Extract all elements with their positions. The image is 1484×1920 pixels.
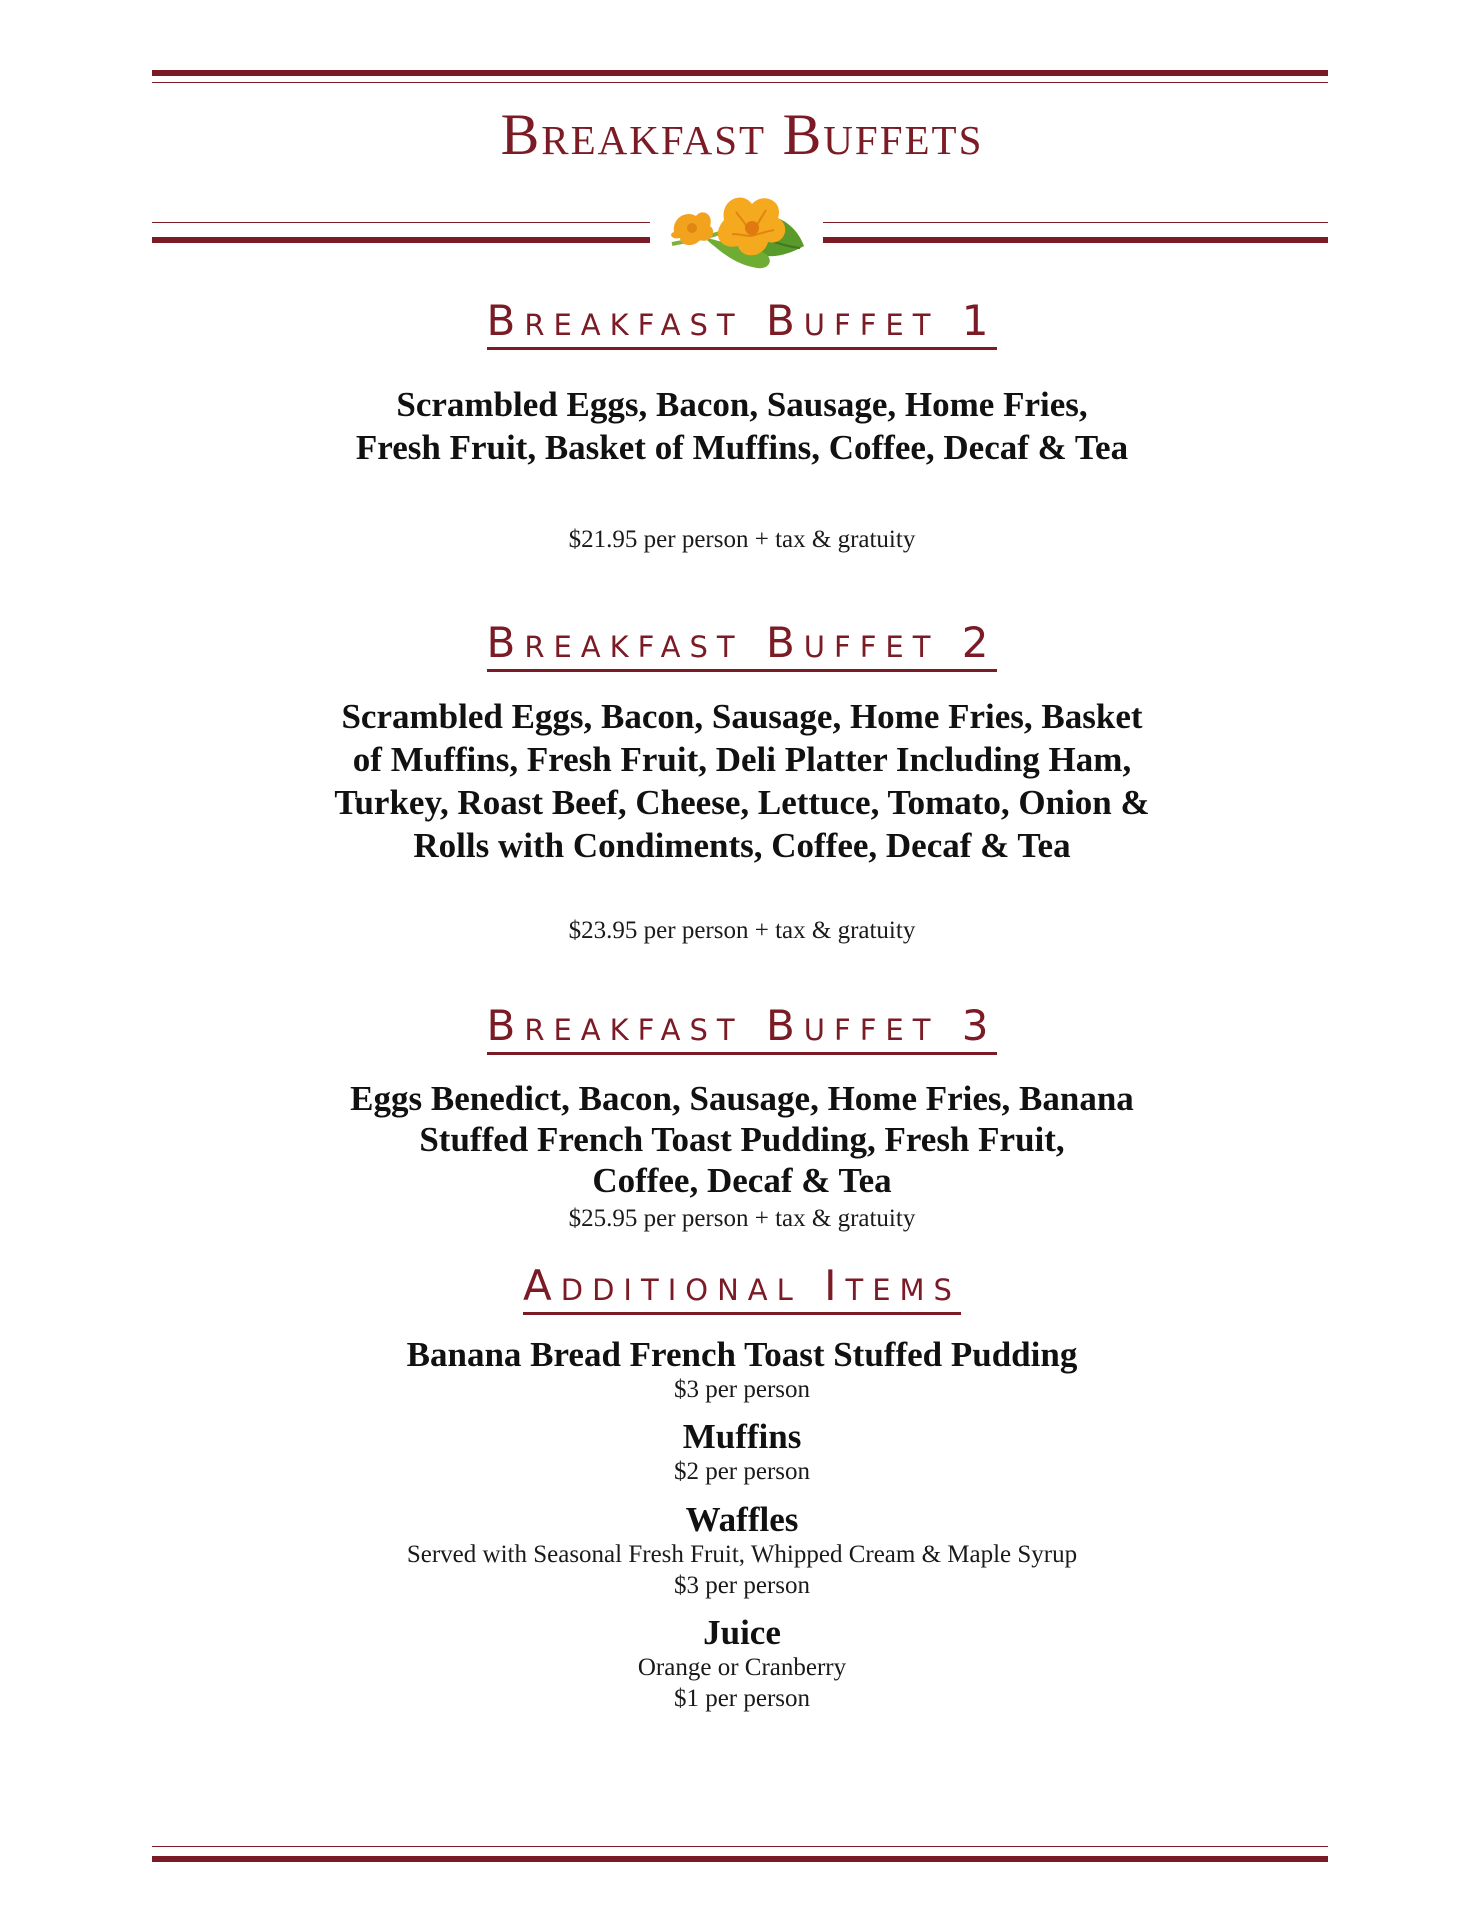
additional-item-name: Banana Bread French Toast Stuffed Pudding	[406, 1335, 1078, 1374]
menu-line: Eggs Benedict, Bacon, Sausage, Home Fries, Banana	[350, 1079, 1134, 1118]
additional-item-price: $2 per person	[673, 1458, 811, 1485]
menu-line: Coffee, Decaf & Tea	[592, 1161, 892, 1200]
bottom-divider-thin	[152, 1846, 1328, 1847]
additional-item-juice	[0, 1614, 1484, 1714]
additional-items-heading	[0, 1261, 1484, 1310]
additional-item-price: $3 per person	[673, 1572, 811, 1599]
additional-item-description: Orange or Cranberry	[637, 1654, 847, 1681]
buffet-1-heading	[0, 296, 1484, 345]
additional-item-name: Muffins	[682, 1417, 802, 1456]
additional-item-price: $1 per person	[673, 1685, 811, 1712]
buffet-3-heading-text: Breakfast Buffet 3	[487, 1001, 998, 1055]
buffet-3-price: $25.95 per person + tax & gratuity	[568, 1205, 916, 1232]
additional-item-waffles	[0, 1501, 1484, 1601]
ornament-left-divider-thin	[152, 222, 650, 223]
page-title: Breakfast Buffets	[500, 102, 984, 167]
additional-item-name: Waffles	[685, 1500, 799, 1539]
additional-items-heading-text: Additional Items	[523, 1261, 961, 1315]
menu-line: Scrambled Eggs, Bacon, Sausage, Home Fries, Basket	[341, 697, 1143, 736]
buffet-3-heading	[0, 1001, 1484, 1050]
squash-blossom-flower-icon	[662, 186, 812, 276]
additional-item-name: Juice	[703, 1613, 781, 1652]
buffet-2-heading-text: Breakfast Buffet 2	[487, 618, 998, 672]
buffet-1-price: $21.95 per person + tax & gratuity	[568, 526, 916, 553]
menu-line: Rolls with Condiments, Coffee, Decaf & Tea	[413, 826, 1071, 865]
additional-item-description: Served with Seasonal Fresh Fruit, Whipped Cream & Maple Syrup	[406, 1541, 1078, 1568]
menu-line: Turkey, Roast Beef, Cheese, Lettuce, Tomato, Onion &	[334, 783, 1150, 822]
top-divider-thick	[152, 70, 1328, 76]
bottom-divider-thick	[152, 1856, 1328, 1862]
ornament-left-divider-thick	[152, 237, 650, 243]
menu-line: Fresh Fruit, Basket of Muffins, Coffee, Decaf & Tea	[355, 428, 1129, 467]
buffet-1-menu	[0, 383, 1484, 469]
ornament-right-divider-thick	[823, 237, 1328, 243]
menu-line: Scrambled Eggs, Bacon, Sausage, Home Fries,	[396, 385, 1088, 424]
menu-line: of Muffins, Fresh Fruit, Deli Platter Including Ham,	[352, 740, 1132, 779]
additional-item-banana-bread	[0, 1336, 1484, 1405]
buffet-3-menu	[0, 1078, 1484, 1201]
menu-line: Stuffed French Toast Pudding, Fresh Fruit,	[419, 1120, 1065, 1159]
ornament-right-divider-thin	[823, 222, 1328, 223]
top-divider-thin	[152, 82, 1328, 83]
additional-item-muffins	[0, 1418, 1484, 1487]
buffet-2-heading	[0, 618, 1484, 667]
buffet-2-menu	[0, 695, 1484, 867]
additional-item-price: $3 per person	[673, 1376, 811, 1403]
buffet-1-heading-text: Breakfast Buffet 1	[487, 296, 998, 350]
buffet-2-price: $23.95 per person + tax & gratuity	[568, 917, 916, 944]
